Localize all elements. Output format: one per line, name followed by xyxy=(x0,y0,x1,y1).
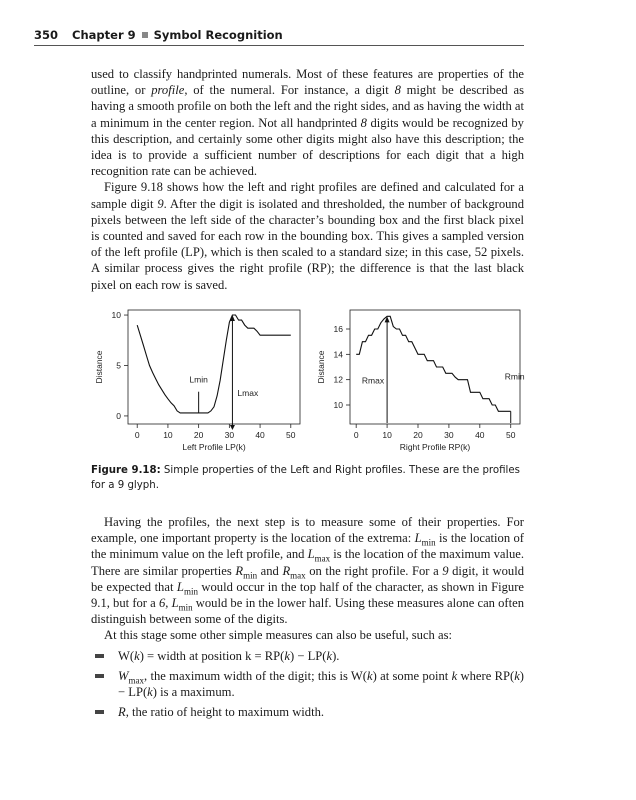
caption-text: Simple properties of the Left and Right profiles. These are the profiles for a 9 glyph. xyxy=(91,465,520,491)
x-tick-label: 10 xyxy=(163,430,173,440)
paragraph-3: Having the profiles, the next step is to measure some of their properties. For example, one important property is the location of the extrema: $L_{min}$ is the location of the minimum value on the left profile, and $L_{max}$ is the location of the maximum value. There are similar properties $R_{min}$ and $R_{max}$ on the right profile. For a 9 digit, it would be expected that $L_{min}$ would occur in the top half of the character, as shown in Figure 9.1, but for a 6, $L_{min}$ would be in the lower half. Using these measures alone can often distinguish between some of the digits. xyxy=(91,515,525,627)
profile-line-2 xyxy=(356,316,511,411)
page-number: 350 xyxy=(34,28,59,42)
x-tick-label: 40 xyxy=(255,430,265,440)
x-tick-label: 10 xyxy=(382,430,392,440)
y-tick-label: 16 xyxy=(333,324,343,334)
plot-frame-2 xyxy=(350,310,520,424)
profile-line-1 xyxy=(137,315,291,413)
list-item: R, the ratio of height to maximum width. xyxy=(91,704,524,720)
text-block-top xyxy=(91,66,524,293)
list-item: $W_{max}$, the maximum width of the digit; this is W(k) at some point k where RP(k) − LP(k) is a maximum. xyxy=(91,668,524,700)
x-axis-label: Right Profile RP(k) xyxy=(399,442,471,452)
caption-label: Figure 9.18: xyxy=(91,465,161,476)
profile-charts xyxy=(90,302,530,462)
y-tick-label: 5 xyxy=(116,360,121,371)
text-block-bottom xyxy=(91,514,524,720)
x-tick-label: 50 xyxy=(505,430,516,440)
section-title: Symbol Recognition xyxy=(153,28,283,42)
x-axis-label: Left Profile LP(k) xyxy=(182,442,246,452)
x-tick-label: 20 xyxy=(193,430,204,440)
y-tick-label: 14 xyxy=(333,349,343,360)
figure-caption xyxy=(91,464,531,493)
rmax-label: Rmax xyxy=(361,375,385,386)
lmax-label: Lmax xyxy=(237,387,259,398)
measures-list xyxy=(91,648,524,721)
y-tick-label: 12 xyxy=(333,374,343,385)
chapter-label: Chapter 9 xyxy=(72,28,136,42)
figure-9-18 xyxy=(90,302,530,462)
y-tick-label: 10 xyxy=(333,400,343,410)
x-tick-label: 0 xyxy=(134,430,140,440)
x-tick-label: 30 xyxy=(224,430,235,440)
y-tick-label: 0 xyxy=(116,410,121,421)
running-head xyxy=(34,28,524,46)
paragraph-4: At this stage some other simple measures can also be useful, such as: xyxy=(104,628,452,643)
y-axis-label: Distance xyxy=(94,350,104,384)
x-tick-label: 20 xyxy=(413,430,423,440)
x-tick-label: 50 xyxy=(286,430,296,440)
x-tick-label: 30 xyxy=(444,430,454,440)
x-tick-label: 0 xyxy=(353,430,359,440)
rmin-label: Rmin xyxy=(504,371,525,382)
lmin-label: Lmin xyxy=(189,374,208,385)
paragraph-1: used to classify handprinted numerals. Most of these features are properties of the outline, or profile, of the numeral. For instance, a digit 8 might be described as having a smooth profile on both the left and the right sides, and as having the width at a minimum in the center region. Not all handprinted 8 digits would be recognized by this description, and certainly some other digits might also have this description; the idea is to provide a sufficient number of descriptions for each digit that a high recognition rate can be achieved. xyxy=(91,67,524,179)
y-tick-label: 10 xyxy=(111,310,121,321)
paragraph-2: Figure 9.18 shows how the left and right profiles are defined and calculated for a sample digit 9. After the digit is isolated and thresholded, the number of background pixels between the left side of the character’s bounding box and the first black pixel is counted and saved for each row in the bounding box. This gives a sampled version of the left profile (LP), which is then scaled to a standard size; in this case, 52 pixels. A similar process gives the right profile (RP); the difference is that the last black pixel on each row is saved. xyxy=(91,180,525,292)
list-item: W(k) = width at position k = RP(k) − LP(k). xyxy=(91,648,524,664)
x-tick-label: 40 xyxy=(475,430,485,440)
separator-square-icon xyxy=(142,32,148,38)
y-axis-label: Distance xyxy=(316,350,326,384)
